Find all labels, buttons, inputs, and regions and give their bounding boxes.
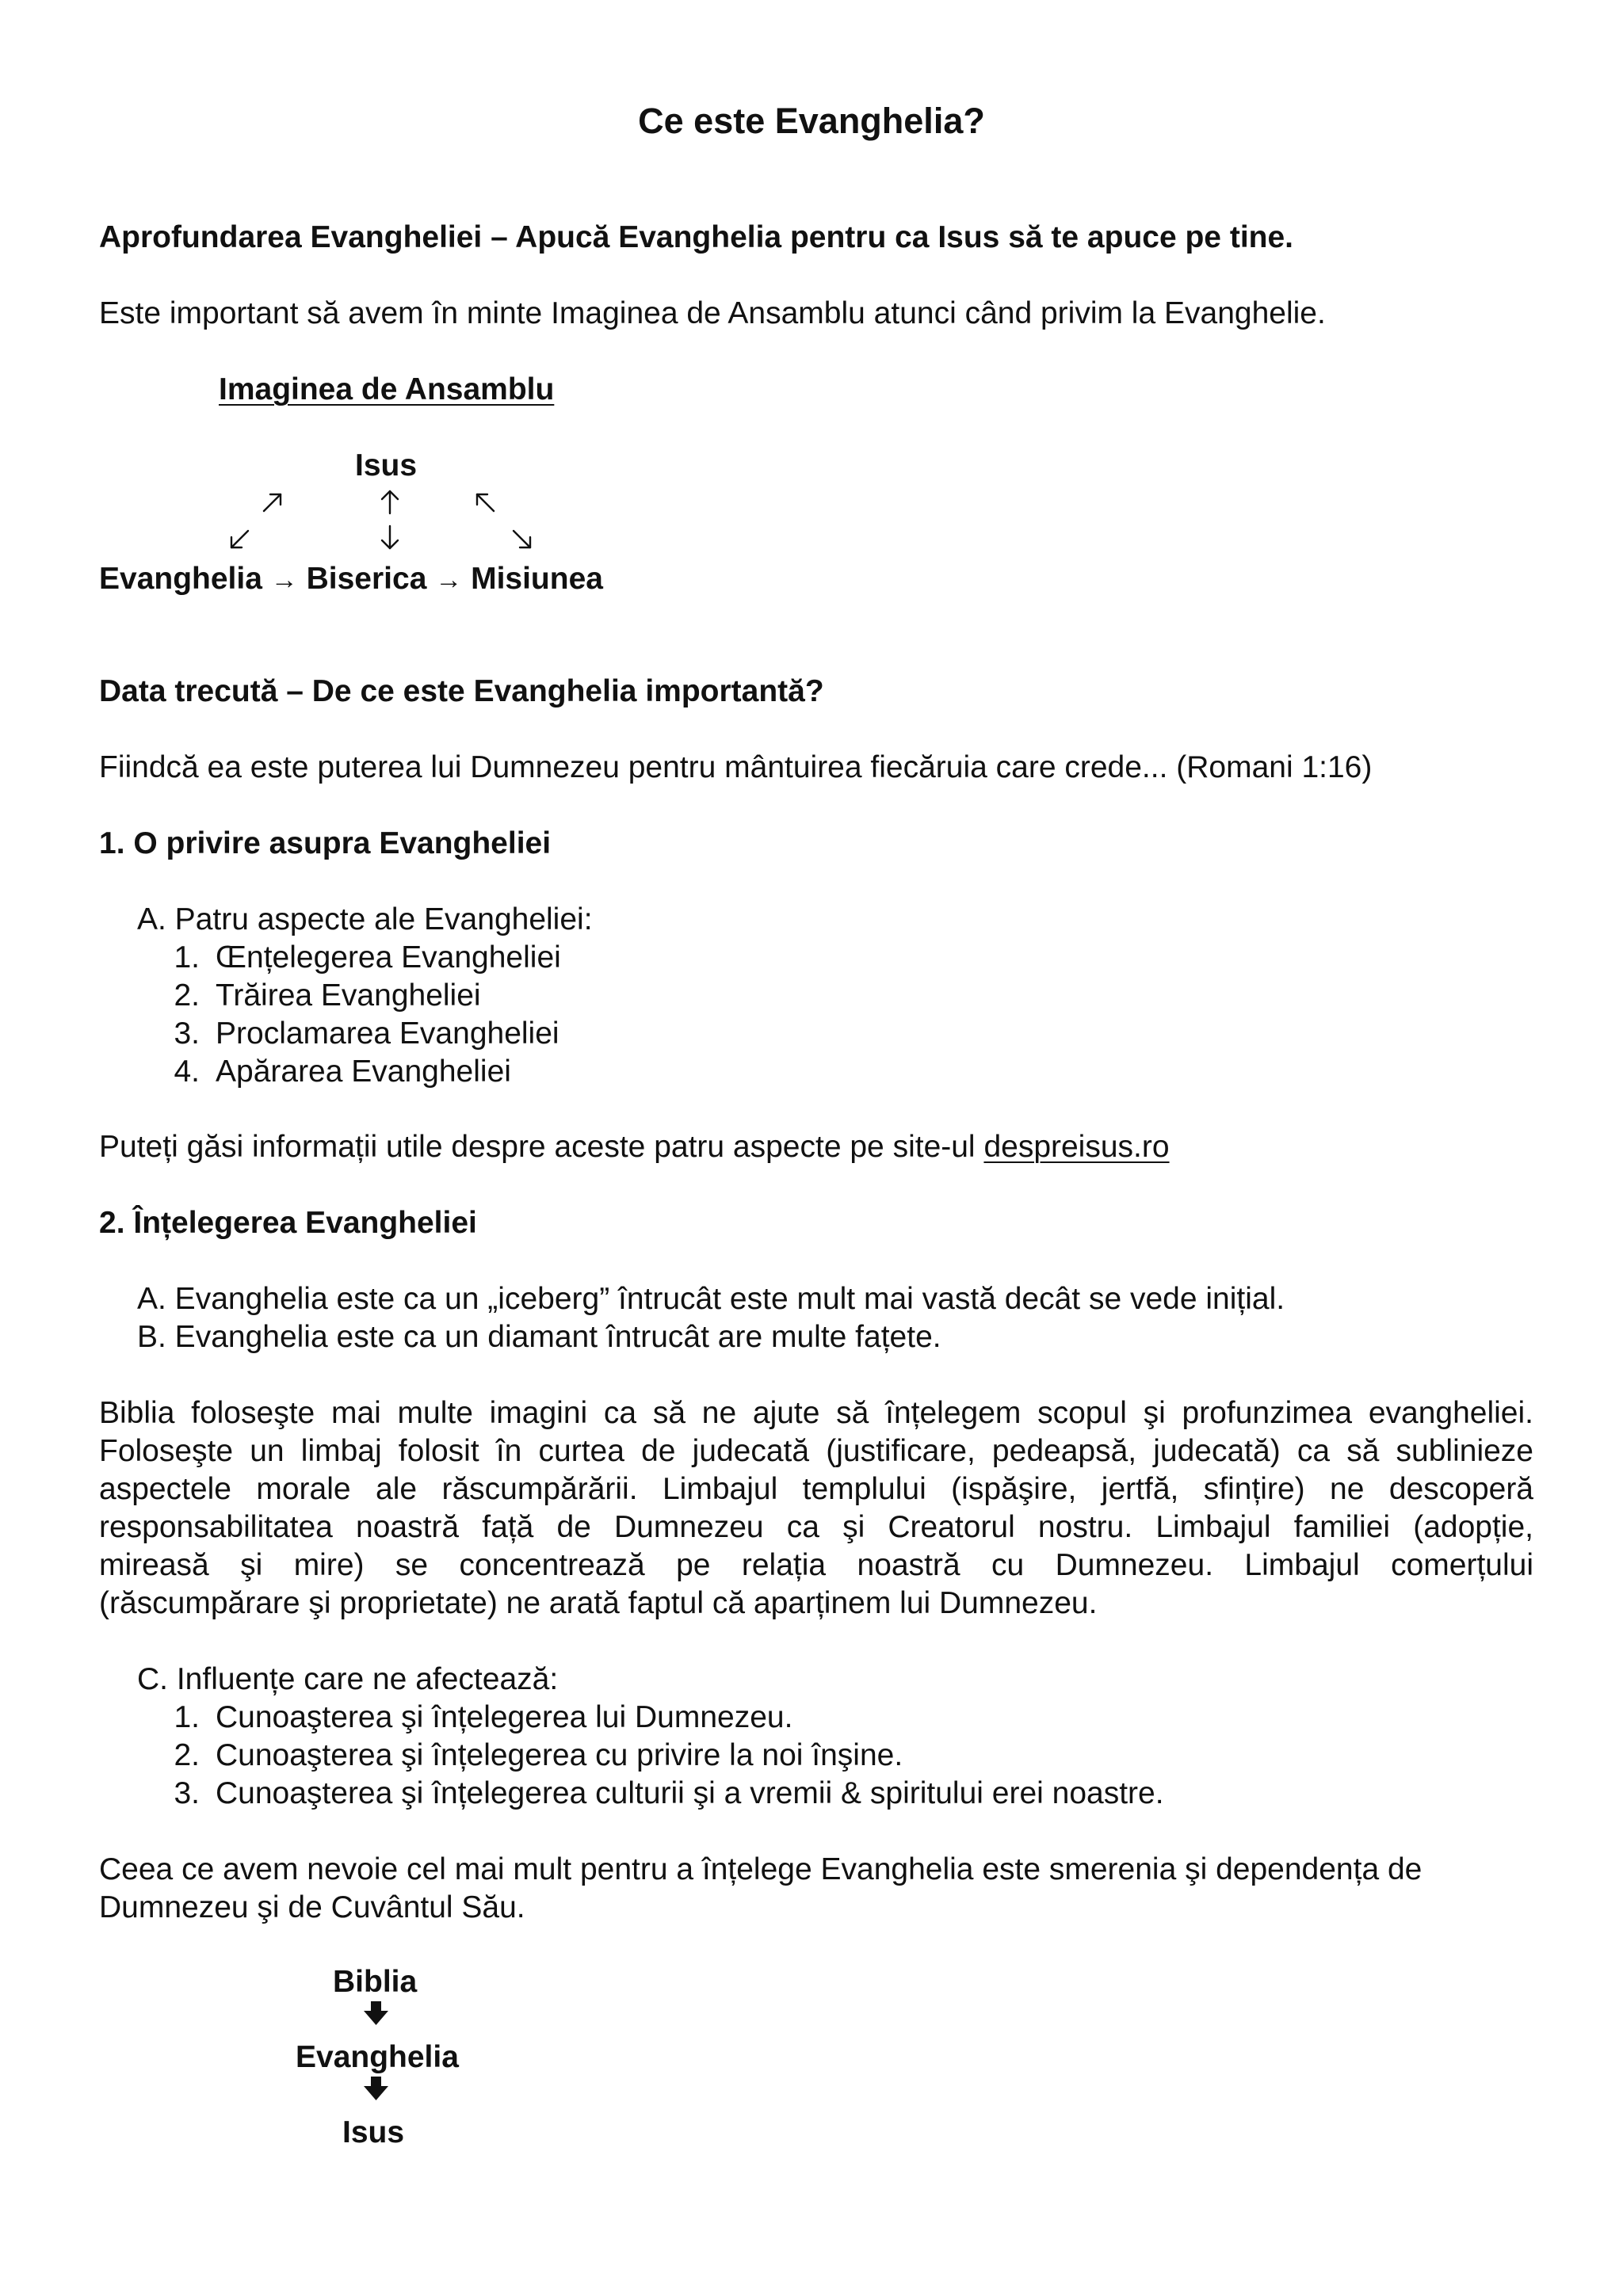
- arrow-down-left-icon: [231, 531, 248, 547]
- paragraph-line: Foloseşte un limbaj folosit în curtea de judecată (justificare, pedeapsă, judecată) ca să sublinieze: [99, 1434, 1533, 1468]
- arrow-down-right-icon: [514, 531, 530, 547]
- closing-line: Dumnezeu şi de Cuvântul Său.: [99, 1890, 525, 1924]
- list-item: 2. Trăirea Evangheliei: [174, 978, 481, 1013]
- page-title: Ce este Evanghelia?: [638, 101, 985, 141]
- paragraph-line: (răscumpărare şi proprietate) ne arată faptul că aparținem lui Dumnezeu.: [99, 1586, 1098, 1620]
- big-picture-label: Imaginea de Ansamblu: [219, 372, 555, 406]
- list-item: 2. Cunoaşterea şi înțelegerea cu privire la noi înşine.: [174, 1738, 903, 1772]
- list-item: 3. Proclamarea Evangheliei: [174, 1016, 559, 1051]
- flow-isus: Isus: [342, 2115, 405, 2149]
- section2-heading: 2. Înțelegerea Evangheliei: [99, 1206, 477, 1240]
- flow-arrow-down-icon: [364, 2001, 388, 2025]
- paragraph-line: mireasă şi mire) se concentrează pe relația noastră cu Dumnezeu. Limbajul comerțului: [99, 1548, 1533, 1582]
- diagram-isus: Isus: [355, 448, 418, 482]
- last-time-heading: Data trecută – De ce este Evanghelia importantă?: [99, 674, 824, 708]
- last-time-text: Fiindcă ea este puterea lui Dumnezeu pentru mântuirea fiecăruia care crede... (Romani 1:16): [99, 750, 1373, 784]
- paragraph-line: aspectele morale ale răscumpărării. Limbajul templului (ispăşire, jertfă, sfințire) ne descoperă: [99, 1472, 1533, 1506]
- arrow-up-right-icon: [264, 494, 281, 511]
- list-item: 3. Cunoaşterea şi înțelegerea culturii şi a vremii & spiritului erei noastre.: [174, 1776, 1164, 1810]
- list-item: 4. Apărarea Evangheliei: [174, 1055, 511, 1089]
- despreisus-link[interactable]: despreisus.ro: [983, 1130, 1170, 1164]
- flow-evanghelia: Evanghelia: [296, 2040, 459, 2074]
- closing-line: Ceea ce avem nevoie cel mai mult pentru a înțelege Evanghelia este smerenia şi dependența de: [99, 1852, 1423, 1886]
- section2-point-a: A. Evanghelia este ca un „iceberg” întrucât este mult mai vastă decât se vede inițial.: [137, 1282, 1285, 1316]
- list-item: 1. Œnțelegerea Evangheliei: [174, 940, 561, 974]
- intro-heading: Aprofundarea Evangheliei – Apucă Evanghelia pentru ca Isus să te apuce pe tine.: [99, 220, 1294, 254]
- arrow-up-left-icon: [477, 494, 494, 511]
- section1-heading: 1. O privire asupra Evangheliei: [99, 826, 552, 860]
- section2-point-b: B. Evanghelia este ca un diamant întrucât are multe fațete.: [137, 1320, 941, 1354]
- diagram-misiunea: Misiunea: [471, 562, 603, 596]
- paragraph-line: Biblia foloseşte mai multe imagini ca să ne ajute să înțelegem scopul şi profunzimea evangheliei.: [99, 1396, 1533, 1430]
- section1-note: Puteți găsi informații utile despre aceste patru aspecte pe site-ul despreisus.ro: [99, 1130, 1170, 1164]
- paragraph-line: responsabilitatea noastră față de Dumnezeu ca şi Creatorul nostru. Limbajul familiei (adopție,: [99, 1510, 1533, 1544]
- diagram-biserica: Biserica: [306, 562, 427, 596]
- arrow-down-icon: [382, 526, 398, 548]
- right-arrow-icon: →: [435, 565, 463, 595]
- section1-sublist-label: A. Patru aspecte ale Evangheliei:: [137, 902, 593, 936]
- diagram-evanghelia: Evanghelia: [99, 562, 262, 596]
- flow-arrow-down-icon: [364, 2077, 388, 2100]
- right-arrow-icon: →: [270, 565, 298, 595]
- arrow-up-icon: [382, 491, 398, 513]
- flow-biblia: Biblia: [333, 1965, 418, 1999]
- section2-point-c: C. Influențe care ne afectează:: [137, 1662, 559, 1696]
- intro-text: Este important să avem în minte Imaginea de Ansamblu atunci când privim la Evanghelie.: [99, 296, 1326, 330]
- list-item: 1. Cunoaşterea şi înțelegerea lui Dumnezeu.: [174, 1700, 793, 1734]
- diagram-row: [99, 560, 603, 599]
